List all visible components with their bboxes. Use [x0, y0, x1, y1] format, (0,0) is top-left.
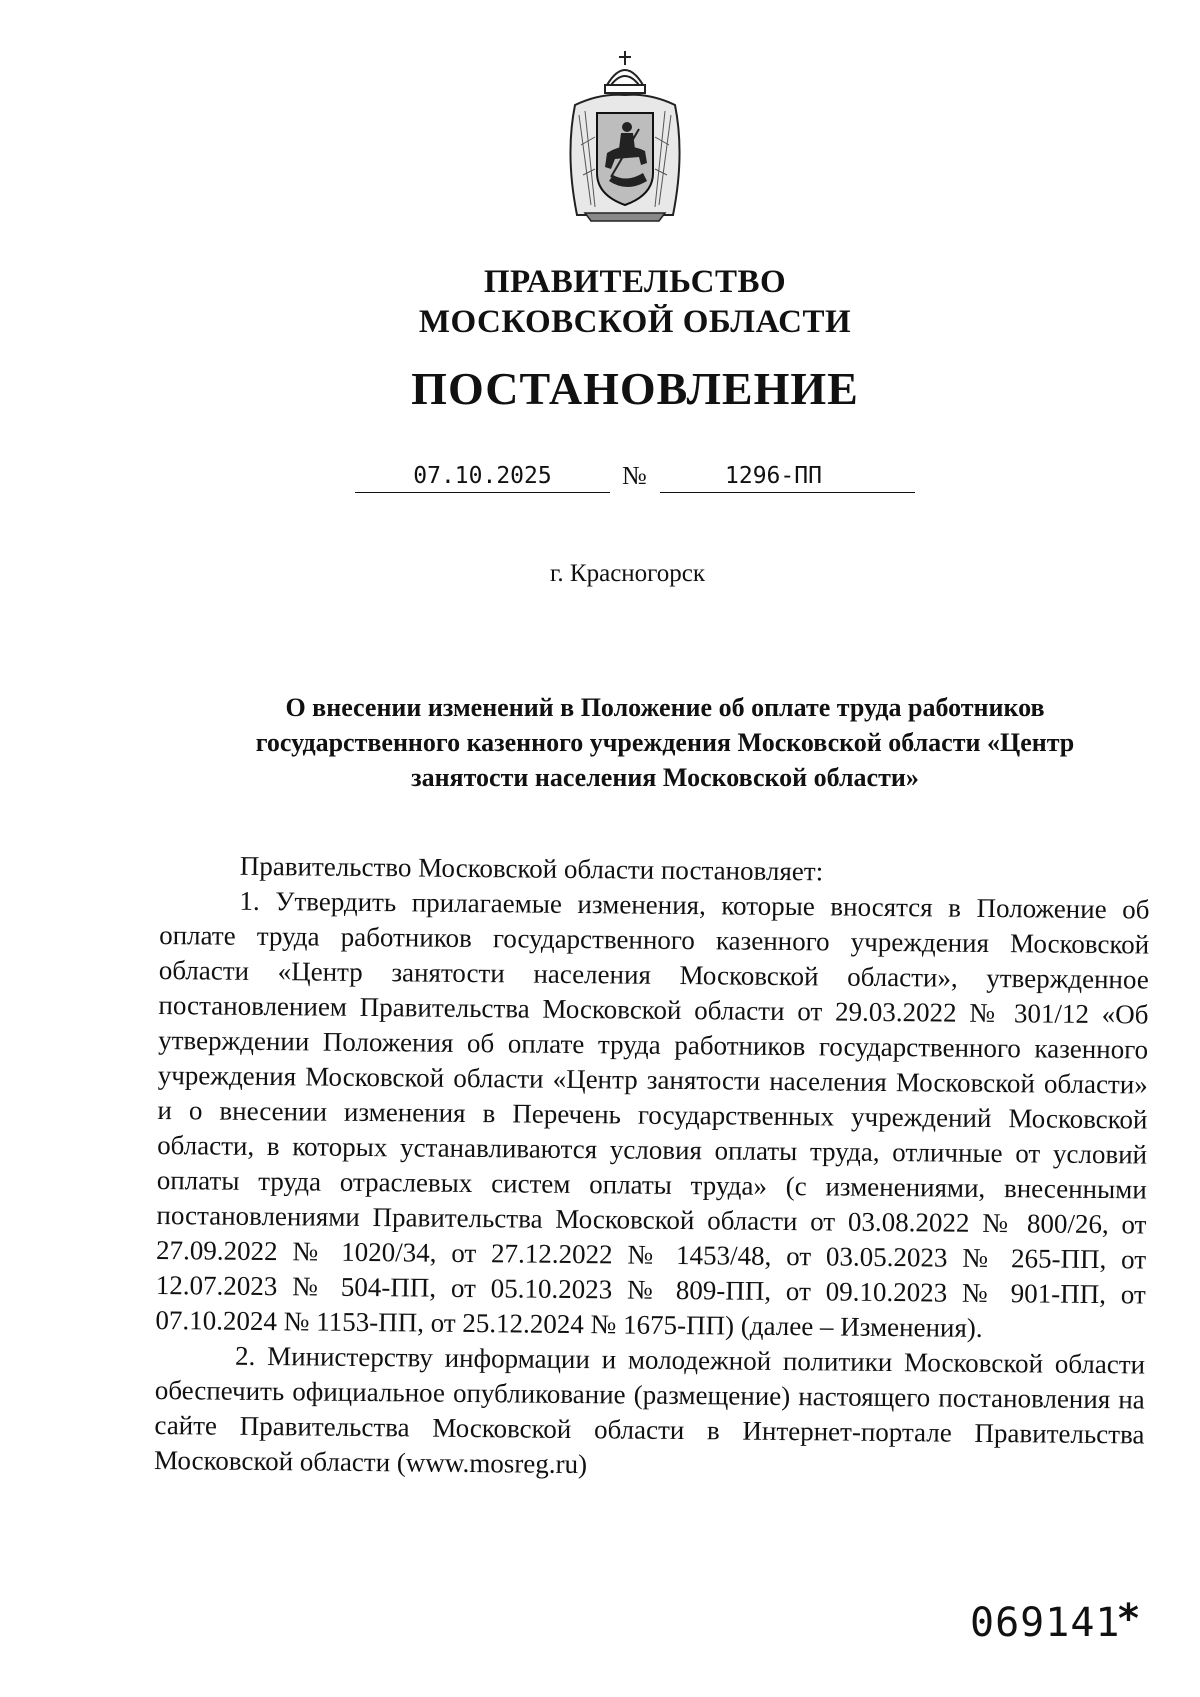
registration-date: 07.10.2025 — [355, 460, 610, 493]
coat-of-arms-icon — [555, 45, 695, 225]
registration-number: 1296-ПП — [725, 463, 822, 489]
government-title-line2: МОСКОВСКОЙ ОБЛАСТИ — [418, 304, 852, 340]
form-serial-number: 069141 — [970, 1600, 1121, 1646]
serial-asterisk-icon: * — [1118, 1596, 1139, 1642]
city-name: г. Красногорск — [550, 560, 706, 587]
document-subject: О внесении изменений в Положение об оплате труда работников государственного казенного учреждения Московской области «Центр занятости населения Московской области» — [255, 693, 1075, 792]
number-sign: № — [622, 461, 647, 490]
document-body — [154, 848, 1150, 1487]
document-type-title: ПОСТАНОВЛЕНИЕ — [411, 363, 859, 414]
registration-number-field — [660, 460, 915, 493]
government-title-line1: ПРАВИТЕЛЬСТВО — [483, 264, 787, 300]
body-paragraph-2: 2. Министерству информации и молодежной политики Московской области обеспечить официальное опубликование (размещение) настоящего постановления на сайте Правительства Московской области в Интернет-портале Правительства Московской области (www.mosreg.ru) — [153, 1340, 1146, 1480]
body-intro: Правительство Московской области постановляет: — [239, 850, 824, 887]
registration-line — [355, 460, 915, 500]
body-paragraph-1: 1. Утвердить прилагаемые изменения, которые вносятся в Положение об оплате труда работников государственного казенного учреждения Московской области «Центр занятости населения Московской области», утвержденное постановлением Правительства Московской области от 29.03.2022 № 301/12 «Об утверждении Положения об оплате труда работников государственного казенного учреждения Московской области «Центр занятости населения Московской области» и о внесении изменения в Перечень государственных учреждений Московской области, в которых устанавливаются условия оплаты труда, отличные от условий оплаты труда отраслевых систем оплаты труда» (с изменениями, внесенными постановлениями Правительства Московской области от 03.08.2022 № 800/26, от 27.09.2022 № 1020/34, от 27.12.2022 № 1453/48, от 03.05.2023 № 265-ПП, от 12.07.2023 № 504-ПП, от 05.10.2023 № 809-ПП, от 09.10.2023 № 901-ПП, от 07.10.2024 № 1153-ПП, от 25.12.2024 № 1675-ПП) (далее – Изменения). — [155, 885, 1150, 1343]
